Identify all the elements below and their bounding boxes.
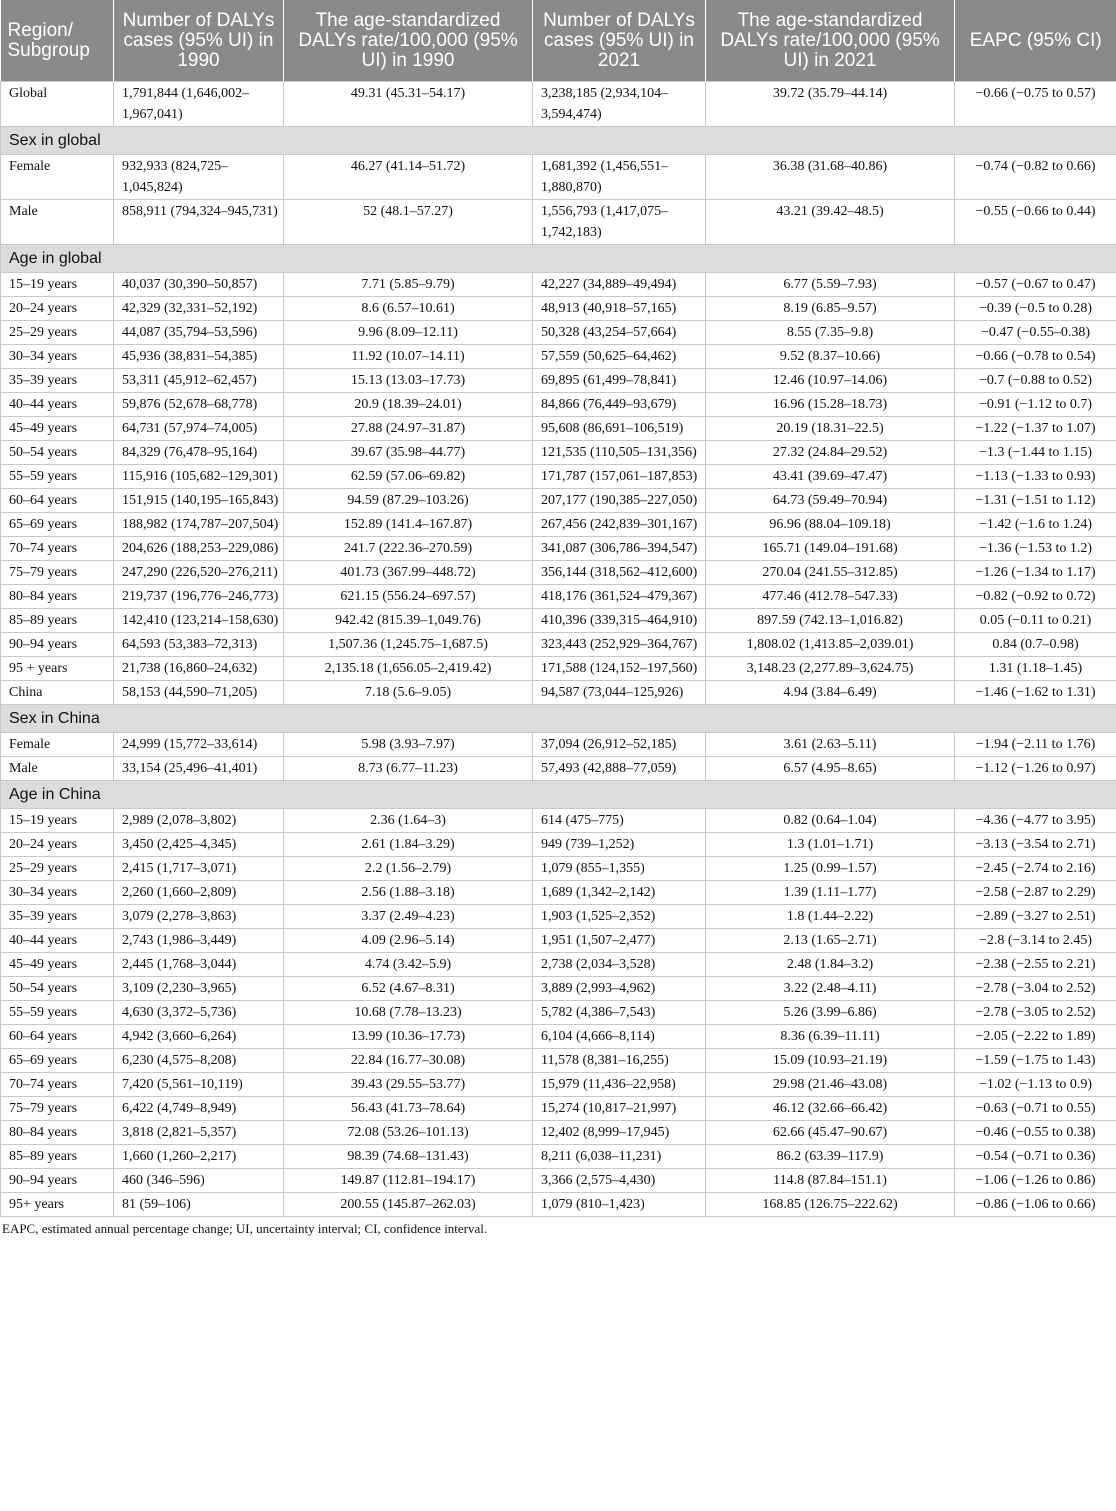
dalys-1990-cell: 21,738 (16,860–24,632) <box>114 657 284 681</box>
table-row <box>1 200 1116 245</box>
eapc-cell: −1.22 (−1.37 to 1.07) <box>955 417 1116 441</box>
dalys-1990-cell: 247,290 (226,520–276,211) <box>114 561 284 585</box>
row-label-cell: 25–29 years <box>1 857 114 881</box>
row-label-cell: 80–84 years <box>1 1121 114 1145</box>
dalys-2021-cell: 3,366 (2,575–4,430) <box>533 1169 706 1193</box>
rate-1990-cell: 8.6 (6.57–10.61) <box>284 297 533 321</box>
dalys-1990-cell: 460 (346–596) <box>114 1169 284 1193</box>
section-label: Sex in China <box>1 705 1116 733</box>
dalys-1990-cell: 932,933 (824,725–1,045,824) <box>114 155 284 200</box>
eapc-cell: −1.26 (−1.34 to 1.17) <box>955 561 1116 585</box>
dalys-1990-cell: 4,942 (3,660–6,264) <box>114 1025 284 1049</box>
table-row <box>1 585 1116 609</box>
rate-2021-cell: 39.72 (35.79–44.14) <box>706 82 955 127</box>
dalys-1990-cell: 2,445 (1,768–3,044) <box>114 953 284 977</box>
eapc-cell: −1.02 (−1.13 to 0.9) <box>955 1073 1116 1097</box>
eapc-cell: −1.13 (−1.33 to 0.93) <box>955 465 1116 489</box>
dalys-2021-cell: 3,238,185 (2,934,104–3,594,474) <box>533 82 706 127</box>
rate-2021-cell: 1,808.02 (1,413.85–2,039.01) <box>706 633 955 657</box>
row-label-cell: 60–64 years <box>1 1025 114 1049</box>
rate-2021-cell: 5.26 (3.99–6.86) <box>706 1001 955 1025</box>
table-row <box>1 609 1116 633</box>
rate-2021-cell: 36.38 (31.68–40.86) <box>706 155 955 200</box>
rate-2021-cell: 3,148.23 (2,277.89–3,624.75) <box>706 657 955 681</box>
rate-2021-cell: 3.61 (2.63–5.11) <box>706 733 955 757</box>
eapc-cell: −1.36 (−1.53 to 1.2) <box>955 537 1116 561</box>
table-row <box>1 977 1116 1001</box>
rate-1990-cell: 9.96 (8.09–12.11) <box>284 321 533 345</box>
dalys-2021-cell: 84,866 (76,449–93,679) <box>533 393 706 417</box>
row-label-cell: 70–74 years <box>1 1073 114 1097</box>
dalys-1990-cell: 58,153 (44,590–71,205) <box>114 681 284 705</box>
row-label-cell: 25–29 years <box>1 321 114 345</box>
table-row <box>1 297 1116 321</box>
dalys-2021-cell: 6,104 (4,666–8,114) <box>533 1025 706 1049</box>
eapc-cell: −0.66 (−0.78 to 0.54) <box>955 345 1116 369</box>
row-label-cell: 65–69 years <box>1 513 114 537</box>
dalys-2021-cell: 171,787 (157,061–187,853) <box>533 465 706 489</box>
rate-2021-cell: 6.77 (5.59–7.93) <box>706 273 955 297</box>
dalys-1990-cell: 24,999 (15,772–33,614) <box>114 733 284 757</box>
table-row <box>1 809 1116 833</box>
rate-2021-cell: 16.96 (15.28–18.73) <box>706 393 955 417</box>
rate-1990-cell: 3.37 (2.49–4.23) <box>284 905 533 929</box>
eapc-cell: 1.31 (1.18–1.45) <box>955 657 1116 681</box>
table-row <box>1 345 1116 369</box>
rate-2021-cell: 1.39 (1.11–1.77) <box>706 881 955 905</box>
row-label-cell: China <box>1 681 114 705</box>
rate-1990-cell: 52 (48.1–57.27) <box>284 200 533 245</box>
rate-2021-cell: 64.73 (59.49–70.94) <box>706 489 955 513</box>
row-label-cell: 40–44 years <box>1 393 114 417</box>
table-row <box>1 1193 1116 1217</box>
rate-2021-cell: 43.21 (39.42–48.5) <box>706 200 955 245</box>
table-row <box>1 1025 1116 1049</box>
eapc-cell: −2.78 (−3.04 to 2.52) <box>955 977 1116 1001</box>
rate-2021-cell: 12.46 (10.97–14.06) <box>706 369 955 393</box>
dalys-2021-cell: 48,913 (40,918–57,165) <box>533 297 706 321</box>
dalys-2021-cell: 121,535 (110,505–131,356) <box>533 441 706 465</box>
rate-1990-cell: 46.27 (41.14–51.72) <box>284 155 533 200</box>
dalys-2021-cell: 69,895 (61,499–78,841) <box>533 369 706 393</box>
dalys-2021-cell: 95,608 (86,691–106,519) <box>533 417 706 441</box>
row-label-cell: 35–39 years <box>1 369 114 393</box>
dalys-2021-cell: 418,176 (361,524–479,367) <box>533 585 706 609</box>
table-row <box>1 1073 1116 1097</box>
dalys-1990-cell: 1,660 (1,260–2,217) <box>114 1145 284 1169</box>
dalys-2021-cell: 341,087 (306,786–394,547) <box>533 537 706 561</box>
rate-2021-cell: 3.22 (2.48–4.11) <box>706 977 955 1001</box>
dalys-1990-cell: 6,230 (4,575–8,208) <box>114 1049 284 1073</box>
rate-1990-cell: 4.09 (2.96–5.14) <box>284 929 533 953</box>
rate-1990-cell: 2.56 (1.88–3.18) <box>284 881 533 905</box>
dalys-2021-cell: 267,456 (242,839–301,167) <box>533 513 706 537</box>
eapc-cell: −0.7 (−0.88 to 0.52) <box>955 369 1116 393</box>
rate-1990-cell: 401.73 (367.99–448.72) <box>284 561 533 585</box>
dalys-1990-cell: 64,593 (53,383–72,313) <box>114 633 284 657</box>
table-row <box>1 833 1116 857</box>
table-row <box>1 1001 1116 1025</box>
dalys-1990-cell: 188,982 (174,787–207,504) <box>114 513 284 537</box>
dalys-1990-cell: 64,731 (57,974–74,005) <box>114 417 284 441</box>
eapc-cell: −0.39 (−0.5 to 0.28) <box>955 297 1116 321</box>
eapc-cell: −0.74 (−0.82 to 0.66) <box>955 155 1116 200</box>
dalys-2021-cell: 15,979 (11,436–22,958) <box>533 1073 706 1097</box>
rate-2021-cell: 29.98 (21.46–43.08) <box>706 1073 955 1097</box>
row-label-cell: 50–54 years <box>1 441 114 465</box>
dalys-1990-cell: 84,329 (76,478–95,164) <box>114 441 284 465</box>
row-label-cell: 15–19 years <box>1 273 114 297</box>
rate-1990-cell: 11.92 (10.07–14.11) <box>284 345 533 369</box>
row-label-cell: 95+ years <box>1 1193 114 1217</box>
row-label-cell: 30–34 years <box>1 881 114 905</box>
rate-1990-cell: 621.15 (556.24–697.57) <box>284 585 533 609</box>
row-label-cell: Female <box>1 733 114 757</box>
dalys-1990-cell: 2,260 (1,660–2,809) <box>114 881 284 905</box>
rate-2021-cell: 8.19 (6.85–9.57) <box>706 297 955 321</box>
rate-2021-cell: 1.8 (1.44–2.22) <box>706 905 955 929</box>
table-row <box>1 393 1116 417</box>
table-row <box>1 369 1116 393</box>
row-label-cell: 15–19 years <box>1 809 114 833</box>
table-header-row <box>1 0 1116 82</box>
dalys-2021-cell: 37,094 (26,912–52,185) <box>533 733 706 757</box>
dalys-1990-cell: 45,936 (38,831–54,385) <box>114 345 284 369</box>
dalys-2021-cell: 356,144 (318,562–412,600) <box>533 561 706 585</box>
table-row <box>1 441 1116 465</box>
dalys-1990-cell: 4,630 (3,372–5,736) <box>114 1001 284 1025</box>
table-row <box>1 857 1116 881</box>
row-label-cell: 70–74 years <box>1 537 114 561</box>
dalys-1990-cell: 3,079 (2,278–3,863) <box>114 905 284 929</box>
rate-2021-cell: 168.85 (126.75–222.62) <box>706 1193 955 1217</box>
rate-1990-cell: 149.87 (112.81–194.17) <box>284 1169 533 1193</box>
row-label-cell: 90–94 years <box>1 633 114 657</box>
rate-2021-cell: 43.41 (39.69–47.47) <box>706 465 955 489</box>
rate-1990-cell: 39.67 (35.98–44.77) <box>284 441 533 465</box>
eapc-cell: −1.46 (−1.62 to 1.31) <box>955 681 1116 705</box>
rate-1990-cell: 2.2 (1.56–2.79) <box>284 857 533 881</box>
dalys-1990-cell: 204,626 (188,253–229,086) <box>114 537 284 561</box>
eapc-cell: −2.05 (−2.22 to 1.89) <box>955 1025 1116 1049</box>
dalys-2021-cell: 15,274 (10,817–21,997) <box>533 1097 706 1121</box>
eapc-cell: −2.89 (−3.27 to 2.51) <box>955 905 1116 929</box>
rate-1990-cell: 200.55 (145.87–262.03) <box>284 1193 533 1217</box>
rate-2021-cell: 1.25 (0.99–1.57) <box>706 857 955 881</box>
eapc-cell: −1.31 (−1.51 to 1.12) <box>955 489 1116 513</box>
dalys-2021-cell: 2,738 (2,034–3,528) <box>533 953 706 977</box>
rate-2021-cell: 86.2 (63.39–117.9) <box>706 1145 955 1169</box>
eapc-cell: −0.91 (−1.12 to 0.7) <box>955 393 1116 417</box>
rate-1990-cell: 13.99 (10.36–17.73) <box>284 1025 533 1049</box>
rate-1990-cell: 4.74 (3.42–5.9) <box>284 953 533 977</box>
eapc-cell: −3.13 (−3.54 to 2.71) <box>955 833 1116 857</box>
rate-1990-cell: 7.18 (5.6–9.05) <box>284 681 533 705</box>
rate-2021-cell: 96.96 (88.04–109.18) <box>706 513 955 537</box>
row-label-cell: 95 + years <box>1 657 114 681</box>
row-label-cell: 75–79 years <box>1 561 114 585</box>
eapc-cell: −0.54 (−0.71 to 0.36) <box>955 1145 1116 1169</box>
dalys-2021-cell: 1,681,392 (1,456,551–1,880,870) <box>533 155 706 200</box>
table-row <box>1 82 1116 127</box>
dalys-2021-cell: 1,903 (1,525–2,352) <box>533 905 706 929</box>
row-label-cell: 20–24 years <box>1 833 114 857</box>
row-label-cell: 65–69 years <box>1 1049 114 1073</box>
rate-1990-cell: 7.71 (5.85–9.79) <box>284 273 533 297</box>
dalys-2021-cell: 12,402 (8,999–17,945) <box>533 1121 706 1145</box>
dalys-2021-cell: 614 (475–775) <box>533 809 706 833</box>
table-row <box>1 155 1116 200</box>
eapc-cell: −1.94 (−2.11 to 1.76) <box>955 733 1116 757</box>
dalys-2021-cell: 50,328 (43,254–57,664) <box>533 321 706 345</box>
table-row <box>1 1049 1116 1073</box>
dalys-1990-cell: 142,410 (123,214–158,630) <box>114 609 284 633</box>
dalys-2021-cell: 207,177 (190,385–227,050) <box>533 489 706 513</box>
rate-2021-cell: 1.3 (1.01–1.71) <box>706 833 955 857</box>
rate-2021-cell: 27.32 (24.84–29.52) <box>706 441 955 465</box>
rate-2021-cell: 165.71 (149.04–191.68) <box>706 537 955 561</box>
rate-1990-cell: 72.08 (53.26–101.13) <box>284 1121 533 1145</box>
rate-2021-cell: 62.66 (45.47–90.67) <box>706 1121 955 1145</box>
rate-2021-cell: 6.57 (4.95–8.65) <box>706 757 955 781</box>
rate-1990-cell: 98.39 (74.68–131.43) <box>284 1145 533 1169</box>
row-label-cell: 80–84 years <box>1 585 114 609</box>
table-row <box>1 657 1116 681</box>
rate-1990-cell: 1,507.36 (1,245.75–1,687.5) <box>284 633 533 657</box>
row-label-cell: 60–64 years <box>1 489 114 513</box>
table-row <box>1 733 1116 757</box>
eapc-cell: −4.36 (−4.77 to 3.95) <box>955 809 1116 833</box>
eapc-cell: −1.12 (−1.26 to 0.97) <box>955 757 1116 781</box>
rate-2021-cell: 20.19 (18.31–22.5) <box>706 417 955 441</box>
rate-2021-cell: 897.59 (742.13–1,016.82) <box>706 609 955 633</box>
eapc-cell: −0.86 (−1.06 to 0.66) <box>955 1193 1116 1217</box>
rate-1990-cell: 10.68 (7.78–13.23) <box>284 1001 533 1025</box>
dalys-2021-cell: 57,559 (50,625–64,462) <box>533 345 706 369</box>
header-eapc: EAPC (95% CI) <box>955 0 1116 82</box>
header-region: Region/ Subgroup <box>1 0 114 82</box>
dalys-2021-cell: 11,578 (8,381–16,255) <box>533 1049 706 1073</box>
header-dalys-1990: Number of DALYs cases (95% UI) in 1990 <box>114 0 284 82</box>
dalys-2021-cell: 42,227 (34,889–49,494) <box>533 273 706 297</box>
row-label-cell: 85–89 years <box>1 609 114 633</box>
rate-1990-cell: 2.61 (1.84–3.29) <box>284 833 533 857</box>
eapc-cell: −1.42 (−1.6 to 1.24) <box>955 513 1116 537</box>
eapc-cell: −1.59 (−1.75 to 1.43) <box>955 1049 1116 1073</box>
rate-2021-cell: 15.09 (10.93–21.19) <box>706 1049 955 1073</box>
table-row <box>1 513 1116 537</box>
row-label-cell: 85–89 years <box>1 1145 114 1169</box>
row-label-cell: 40–44 years <box>1 929 114 953</box>
table-row <box>1 417 1116 441</box>
row-label-cell: Male <box>1 757 114 781</box>
dalys-1990-cell: 2,743 (1,986–3,449) <box>114 929 284 953</box>
header-rate-1990: The age-standardized DALYs rate/100,000 (95% UI) in 1990 <box>284 0 533 82</box>
rate-2021-cell: 8.55 (7.35–9.8) <box>706 321 955 345</box>
rate-1990-cell: 62.59 (57.06–69.82) <box>284 465 533 489</box>
rate-1990-cell: 22.84 (16.77–30.08) <box>284 1049 533 1073</box>
dalys-1990-cell: 151,915 (140,195–165,843) <box>114 489 284 513</box>
table-row <box>1 757 1116 781</box>
rate-1990-cell: 152.89 (141.4–167.87) <box>284 513 533 537</box>
table-footnote: EAPC, estimated annual percentage change; UI, uncertainty interval; CI, confidence interval. <box>2 1221 488 1236</box>
dalys-1990-cell: 115,916 (105,682–129,301) <box>114 465 284 489</box>
row-label-cell: 35–39 years <box>1 905 114 929</box>
dalys-1990-cell: 42,329 (32,331–52,192) <box>114 297 284 321</box>
table-row <box>1 905 1116 929</box>
eapc-cell: −2.38 (−2.55 to 2.21) <box>955 953 1116 977</box>
dalys-1990-cell: 81 (59–106) <box>114 1193 284 1217</box>
dalys-1990-cell: 33,154 (25,496–41,401) <box>114 757 284 781</box>
dalys-1990-cell: 2,415 (1,717–3,071) <box>114 857 284 881</box>
rate-1990-cell: 942.42 (815.39–1,049.76) <box>284 609 533 633</box>
rate-1990-cell: 241.7 (222.36–270.59) <box>284 537 533 561</box>
rate-2021-cell: 0.82 (0.64–1.04) <box>706 809 955 833</box>
table-row <box>1 321 1116 345</box>
rate-2021-cell: 4.94 (3.84–6.49) <box>706 681 955 705</box>
dalys-1990-cell: 44,087 (35,794–53,596) <box>114 321 284 345</box>
dalys-1990-cell: 3,450 (2,425–4,345) <box>114 833 284 857</box>
eapc-cell: −0.57 (−0.67 to 0.47) <box>955 273 1116 297</box>
rate-1990-cell: 27.88 (24.97–31.87) <box>284 417 533 441</box>
eapc-cell: −0.46 (−0.55 to 0.38) <box>955 1121 1116 1145</box>
section-label: Age in China <box>1 781 1116 809</box>
dalys-2021-cell: 410,396 (339,315–464,910) <box>533 609 706 633</box>
table-row <box>1 953 1116 977</box>
header-dalys-2021: Number of DALYs cases (95% UI) in 2021 <box>533 0 706 82</box>
rate-2021-cell: 114.8 (87.84–151.1) <box>706 1169 955 1193</box>
row-label-cell: Female <box>1 155 114 200</box>
table-row <box>1 465 1116 489</box>
dalys-1990-cell: 1,791,844 (1,646,002–1,967,041) <box>114 82 284 127</box>
table-row <box>1 1145 1116 1169</box>
rate-2021-cell: 2.48 (1.84–3.2) <box>706 953 955 977</box>
rate-2021-cell: 8.36 (6.39–11.11) <box>706 1025 955 1049</box>
rate-1990-cell: 94.59 (87.29–103.26) <box>284 489 533 513</box>
dalys-2021-cell: 1,951 (1,507–2,477) <box>533 929 706 953</box>
row-label-cell: 55–59 years <box>1 465 114 489</box>
dalys-1990-cell: 2,989 (2,078–3,802) <box>114 809 284 833</box>
eapc-cell: −0.63 (−0.71 to 0.55) <box>955 1097 1116 1121</box>
dalys-2021-cell: 5,782 (4,386–7,543) <box>533 1001 706 1025</box>
table-row <box>1 881 1116 905</box>
eapc-cell: −0.55 (−0.66 to 0.44) <box>955 200 1116 245</box>
rate-1990-cell: 2.36 (1.64–3) <box>284 809 533 833</box>
table-row <box>1 1169 1116 1193</box>
dalys-1990-cell: 858,911 (794,324–945,731) <box>114 200 284 245</box>
row-label-cell: 75–79 years <box>1 1097 114 1121</box>
rate-1990-cell: 20.9 (18.39–24.01) <box>284 393 533 417</box>
dalys-1990-cell: 3,818 (2,821–5,357) <box>114 1121 284 1145</box>
rate-1990-cell: 5.98 (3.93–7.97) <box>284 733 533 757</box>
dalys-1990-cell: 59,876 (52,678–68,778) <box>114 393 284 417</box>
row-label-cell: 50–54 years <box>1 977 114 1001</box>
rate-1990-cell: 39.43 (29.55–53.77) <box>284 1073 533 1097</box>
dalys-2021-cell: 8,211 (6,038–11,231) <box>533 1145 706 1169</box>
eapc-cell: −2.45 (−2.74 to 2.16) <box>955 857 1116 881</box>
rate-1990-cell: 49.31 (45.31–54.17) <box>284 82 533 127</box>
section-row <box>1 781 1116 809</box>
dalys-2021-cell: 94,587 (73,044–125,926) <box>533 681 706 705</box>
dalys-1990-cell: 3,109 (2,230–3,965) <box>114 977 284 1001</box>
rate-2021-cell: 9.52 (8.37–10.66) <box>706 345 955 369</box>
eapc-cell: −2.78 (−3.05 to 2.52) <box>955 1001 1116 1025</box>
table-row <box>1 1097 1116 1121</box>
eapc-cell: −1.06 (−1.26 to 0.86) <box>955 1169 1116 1193</box>
rate-2021-cell: 2.13 (1.65–2.71) <box>706 929 955 953</box>
table-row <box>1 489 1116 513</box>
table-row <box>1 1121 1116 1145</box>
table-row <box>1 561 1116 585</box>
rate-2021-cell: 270.04 (241.55–312.85) <box>706 561 955 585</box>
row-label-cell: 45–49 years <box>1 953 114 977</box>
rate-1990-cell: 56.43 (41.73–78.64) <box>284 1097 533 1121</box>
dalys-2021-cell: 171,588 (124,152–197,560) <box>533 657 706 681</box>
eapc-cell: −0.47 (−0.55–0.38) <box>955 321 1116 345</box>
eapc-cell: 0.05 (−0.11 to 0.21) <box>955 609 1116 633</box>
section-row <box>1 705 1116 733</box>
dalys-2021-cell: 1,079 (810–1,423) <box>533 1193 706 1217</box>
row-label-cell: 20–24 years <box>1 297 114 321</box>
eapc-cell: 0.84 (0.7–0.98) <box>955 633 1116 657</box>
section-label: Sex in global <box>1 127 1116 155</box>
section-row <box>1 245 1116 273</box>
rate-2021-cell: 477.46 (412.78–547.33) <box>706 585 955 609</box>
dalys-1990-cell: 7,420 (5,561–10,119) <box>114 1073 284 1097</box>
eapc-cell: −2.58 (−2.87 to 2.29) <box>955 881 1116 905</box>
row-label-cell: 55–59 years <box>1 1001 114 1025</box>
dalys-2021-cell: 1,556,793 (1,417,075–1,742,183) <box>533 200 706 245</box>
dalys-2021-cell: 57,493 (42,888–77,059) <box>533 757 706 781</box>
row-label-cell: 90–94 years <box>1 1169 114 1193</box>
row-label-cell: 45–49 years <box>1 417 114 441</box>
table-row <box>1 537 1116 561</box>
dalys-2021-cell: 323,443 (252,929–364,767) <box>533 633 706 657</box>
table-body <box>1 82 1116 1217</box>
eapc-cell: −0.82 (−0.92 to 0.72) <box>955 585 1116 609</box>
dalys-1990-cell: 40,037 (30,390–50,857) <box>114 273 284 297</box>
table-row <box>1 273 1116 297</box>
table-row <box>1 681 1116 705</box>
eapc-cell: −0.66 (−0.75 to 0.57) <box>955 82 1116 127</box>
eapc-cell: −2.8 (−3.14 to 2.45) <box>955 929 1116 953</box>
row-label-cell: 30–34 years <box>1 345 114 369</box>
rate-1990-cell: 6.52 (4.67–8.31) <box>284 977 533 1001</box>
section-label: Age in global <box>1 245 1116 273</box>
dalys-2021-cell: 1,689 (1,342–2,142) <box>533 881 706 905</box>
dalys-1990-cell: 219,737 (196,776–246,773) <box>114 585 284 609</box>
row-label-cell: Male <box>1 200 114 245</box>
row-label-cell: Global <box>1 82 114 127</box>
rate-1990-cell: 2,135.18 (1,656.05–2,419.42) <box>284 657 533 681</box>
dalys-2021-cell: 1,079 (855–1,355) <box>533 857 706 881</box>
rate-2021-cell: 46.12 (32.66–66.42) <box>706 1097 955 1121</box>
eapc-cell: −1.3 (−1.44 to 1.15) <box>955 441 1116 465</box>
table-row <box>1 929 1116 953</box>
table-row <box>1 633 1116 657</box>
rate-1990-cell: 15.13 (13.03–17.73) <box>284 369 533 393</box>
dalys-2021-cell: 3,889 (2,993–4,962) <box>533 977 706 1001</box>
dalys-1990-cell: 53,311 (45,912–62,457) <box>114 369 284 393</box>
dalys-2021-cell: 949 (739–1,252) <box>533 833 706 857</box>
dalys-1990-cell: 6,422 (4,749–8,949) <box>114 1097 284 1121</box>
section-row <box>1 127 1116 155</box>
header-rate-2021: The age-standardized DALYs rate/100,000 (95% UI) in 2021 <box>706 0 955 82</box>
rate-1990-cell: 8.73 (6.77–11.23) <box>284 757 533 781</box>
